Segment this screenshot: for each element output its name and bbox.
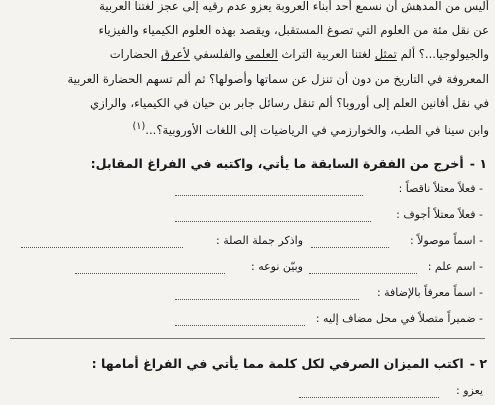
item-relative-pronoun: - اسماً موصولاً : (409, 234, 483, 247)
paragraph-line: في نقل أفانين العلم إلى أوروبا؟ ألم تنقل رسائل جابر بن حيان في الكيمياء، والرازي (90, 95, 489, 110)
answer-blank[interactable] (175, 325, 305, 326)
item-noun-type: وبيّن نوعه : (251, 260, 303, 273)
answer-blank[interactable] (21, 247, 183, 248)
item-hollow-verb: - فعلاً معتلاً أجوف : (396, 208, 483, 221)
item-yazu: يعزو : (456, 384, 483, 397)
question-1-heading (91, 156, 487, 171)
question-text: أخرج من الفقرة السابقة ما يأتي، واكتبه في الفراغ المقابل: (90, 156, 464, 171)
answer-blank[interactable] (175, 299, 359, 300)
answer-blank[interactable] (175, 195, 363, 196)
paragraph-line: أليس من المدهش أن نسمع أحد أبناء العروبة يعزو عدم رقيه إلى عجز لغتنا العربية (99, 0, 489, 13)
item-idafa-noun: - اسماً معرفاً بالإضافة : (376, 286, 483, 299)
item-attached-pronoun: - ضميراً متصلاً في محل مضاف إليه : (315, 312, 483, 325)
question-number: ٢ - (469, 356, 487, 371)
paragraph-line: وابن سينا في الطب، والخوارزمي في الرياضيات إلى اللغات الأوروبية؟...$^{(١)}$ (132, 121, 489, 137)
underlined-word: العلمي (245, 47, 278, 62)
answer-blank[interactable] (299, 397, 439, 398)
section-divider (10, 338, 485, 339)
underlined-word: لأعرق (161, 47, 190, 62)
answer-blank[interactable] (311, 247, 389, 248)
question-text: اكتب الميزان الصرفي لكل كلمة مما يأتي في الفراغ أمامها : (91, 356, 464, 371)
item-defective-verb: - فعلاً معتلاً ناقصاً : (398, 182, 483, 195)
answer-blank[interactable] (75, 273, 225, 274)
paragraph-line: المعروفة في التاريخ من دون أن تنزل عن سماتها وأصولها؟ ثم ألم تسهم الحضارة العربية (67, 71, 489, 86)
question-2-heading (92, 356, 487, 371)
answer-blank[interactable] (175, 221, 371, 222)
item-proper-noun: - اسم علم : (427, 260, 483, 273)
answer-blank[interactable] (309, 273, 417, 274)
paragraph-line: عن نقل مئة من العلوم التي تصوغ المستقبل، ويقصد بهذه العلوم الكيمياء والفيزياء (98, 23, 489, 38)
question-number: ١ - (469, 156, 487, 171)
reading-paragraph (8, 0, 489, 142)
underlined-word: تمثل (374, 47, 397, 62)
paragraph-line: والجيولوجيا...؟ ألم تمثل لغتنا العربية التراث العلمي والفلسفي لأعرق الحضارات (109, 47, 489, 62)
footnote-marker: (١) (132, 121, 146, 133)
item-relative-clause: واذكر جملة الصلة : (216, 234, 303, 247)
